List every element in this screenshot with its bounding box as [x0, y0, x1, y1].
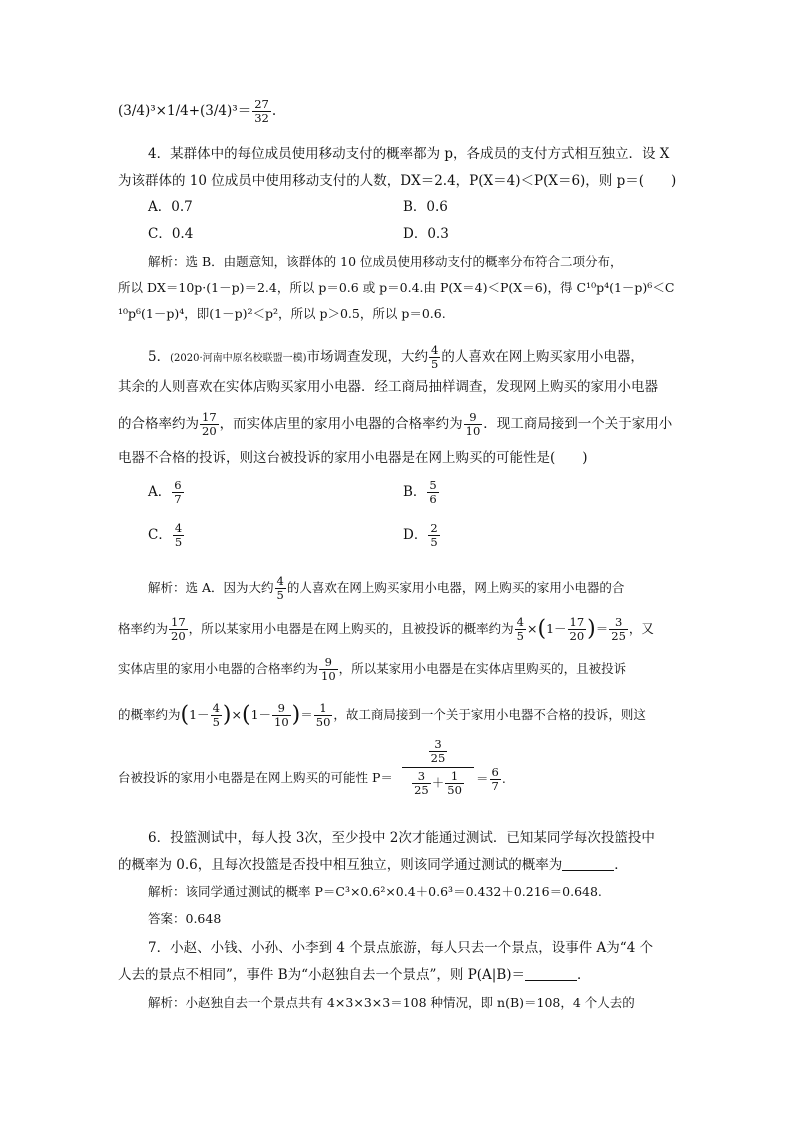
- q5-option-a: A． $\frac{6}{7}$: [148, 478, 182, 506]
- q5-line2: 其余的人则喜欢在实体店购买家用小电器．经工商局抽样调查，发现网上购买的家用小电器: [118, 379, 658, 395]
- q5-line4: 电器不合格的投诉，则这台被投诉的家用小电器是在网上购买的可能性是( ): [118, 450, 588, 466]
- q5-solution-line2: 格率约为 $\frac{17}{20}$ ，所以某家用小电器是在网上购买的，且被投诉的概率约为 $\frac{4}{5}$ ×(1－ $\frac{17}{20}$ )＝ $\frac{3}{25}$ ，又: [118, 615, 654, 643]
- q4-option-c: C．0.4: [148, 226, 194, 242]
- q7-line2: 人去的景点不相同”，事件 B为“小赵独自去一个景点”，则 P(A|B)＝ ．: [118, 967, 591, 983]
- q6-solution: 解析：该同学通过测试的概率 P＝C³×0.6²×0.4＋0.6³＝0.432＋0.216＝0.648.: [148, 884, 602, 899]
- q4-line1: 4．某群体中的每位成员使用移动支付的概率都为 p，各成员的支付方式相互独立．设 X: [148, 146, 670, 162]
- q5-option-d: D． $\frac{2}{5}$: [403, 521, 438, 549]
- q5-line3: 的合格率约为 $\frac{17}{20}$ ，而实体店里的家用小电器的合格率约为 $\frac{9}{10}$ ．现工商局接到一个关于家用小: [118, 410, 673, 438]
- q4-option-a: A．0.7: [148, 199, 193, 215]
- q7-line1: 7．小赵、小钱、小孙、小李到 4 个景点旅游，每人只去一个景点，设事件 A为“4 个: [148, 940, 654, 956]
- fraction-9-10: $\frac{9}{10}$: [465, 410, 481, 438]
- q4-solution-line3: ¹⁰p⁶(1－p)⁴，即(1－p)²＜p²，所以 p＞0.5，所以 p＝0.6.: [118, 306, 446, 321]
- q5-option-c: C． $\frac{4}{5}$: [148, 521, 183, 549]
- top-formula-result: $\frac{27}{32}$: [254, 97, 269, 125]
- q4-option-d: D．0.3: [403, 226, 449, 242]
- q6-line2: 的概率为 0.6，且每次投篮是否投中相互独立，则该同学通过测试的概率为 ．: [118, 857, 628, 873]
- q5-source: (2020·河南中原名校联盟一模): [170, 353, 307, 364]
- fraction-4-5: $\frac{4}{5}$: [431, 343, 439, 371]
- q4-solution-line1: 解析：选 B．由题意知，该群体的 10 位成员使用移动支付的概率分布符合二项分布，: [148, 254, 623, 269]
- fraction-17-20: $\frac{17}{20}$: [202, 410, 217, 438]
- answer-blank: [562, 856, 614, 871]
- q5-option-b: B． $\frac{5}{6}$: [403, 478, 437, 506]
- q7-solution: 解析：小赵独自去一个景点共有 4×3×3×3＝108 种情况，即 n(B)＝108，4 个人去的: [148, 995, 635, 1010]
- q5-solution-line4: 的概率约为(1－ $\frac{4}{5}$ )×(1－ $\frac{9}{10}$ )＝ $\frac{1}{50}$ ，故工商局接到一个关于家用小电器不合格的投诉，则这: [118, 701, 646, 729]
- q4-line2: 为该群体的 10 位成员中使用移动支付的人数，DX＝2.4，P(X＝4)＜P(X＝6)，则 p＝( ): [118, 173, 677, 189]
- top-formula-lhs: (3/4)³×1/4+(3/4)³: [118, 103, 238, 119]
- complex-fraction: $\frac{3}{25}$ $\frac{3}{25}$ ＋ $\frac{1}{50}$: [402, 738, 474, 797]
- q4-option-b: B．0.6: [403, 199, 448, 215]
- top-formula: (3/4)³×1/4+(3/4)³＝ $\frac{27}{32}$ .: [118, 97, 277, 125]
- q5-result: ＝ $\frac{6}{7}$ .: [476, 765, 506, 793]
- q5-line1: 5．(2020·河南中原名校联盟一模)市场调查发现，大约 $\frac{4}{5}$ 的人喜欢在网上购买家用小电器，: [148, 343, 644, 371]
- q5-solution-line3: 实体店里的家用小电器的合格率约为 $\frac{9}{10}$ ，所以某家用小电器是在实体店里购买的，且被投诉: [118, 655, 627, 683]
- q6-answer: 答案：0.648: [148, 911, 222, 926]
- q6-line1: 6．投篮测试中，每人投 3次，至少投中 2次才能通过测试．已知某同学每次投篮投中: [148, 830, 655, 846]
- q4-solution-line2: 所以 DX＝10p·(1－p)＝2.4，所以 p＝0.6 或 p＝0.4.由 P(X＝4)＜P(X＝6)，得 C¹⁰p⁴(1－p)⁶＜C: [118, 280, 675, 295]
- q5-solution-line1: 解析：选 A．因为大约 $\frac{4}{5}$ 的人喜欢在网上购买家用小电器，网上购买的家用小电器的合: [148, 574, 625, 602]
- q5-solution-line5: 台被投诉的家用小电器是在网上购买的可能性 P＝: [118, 770, 393, 785]
- answer-blank: [525, 966, 577, 981]
